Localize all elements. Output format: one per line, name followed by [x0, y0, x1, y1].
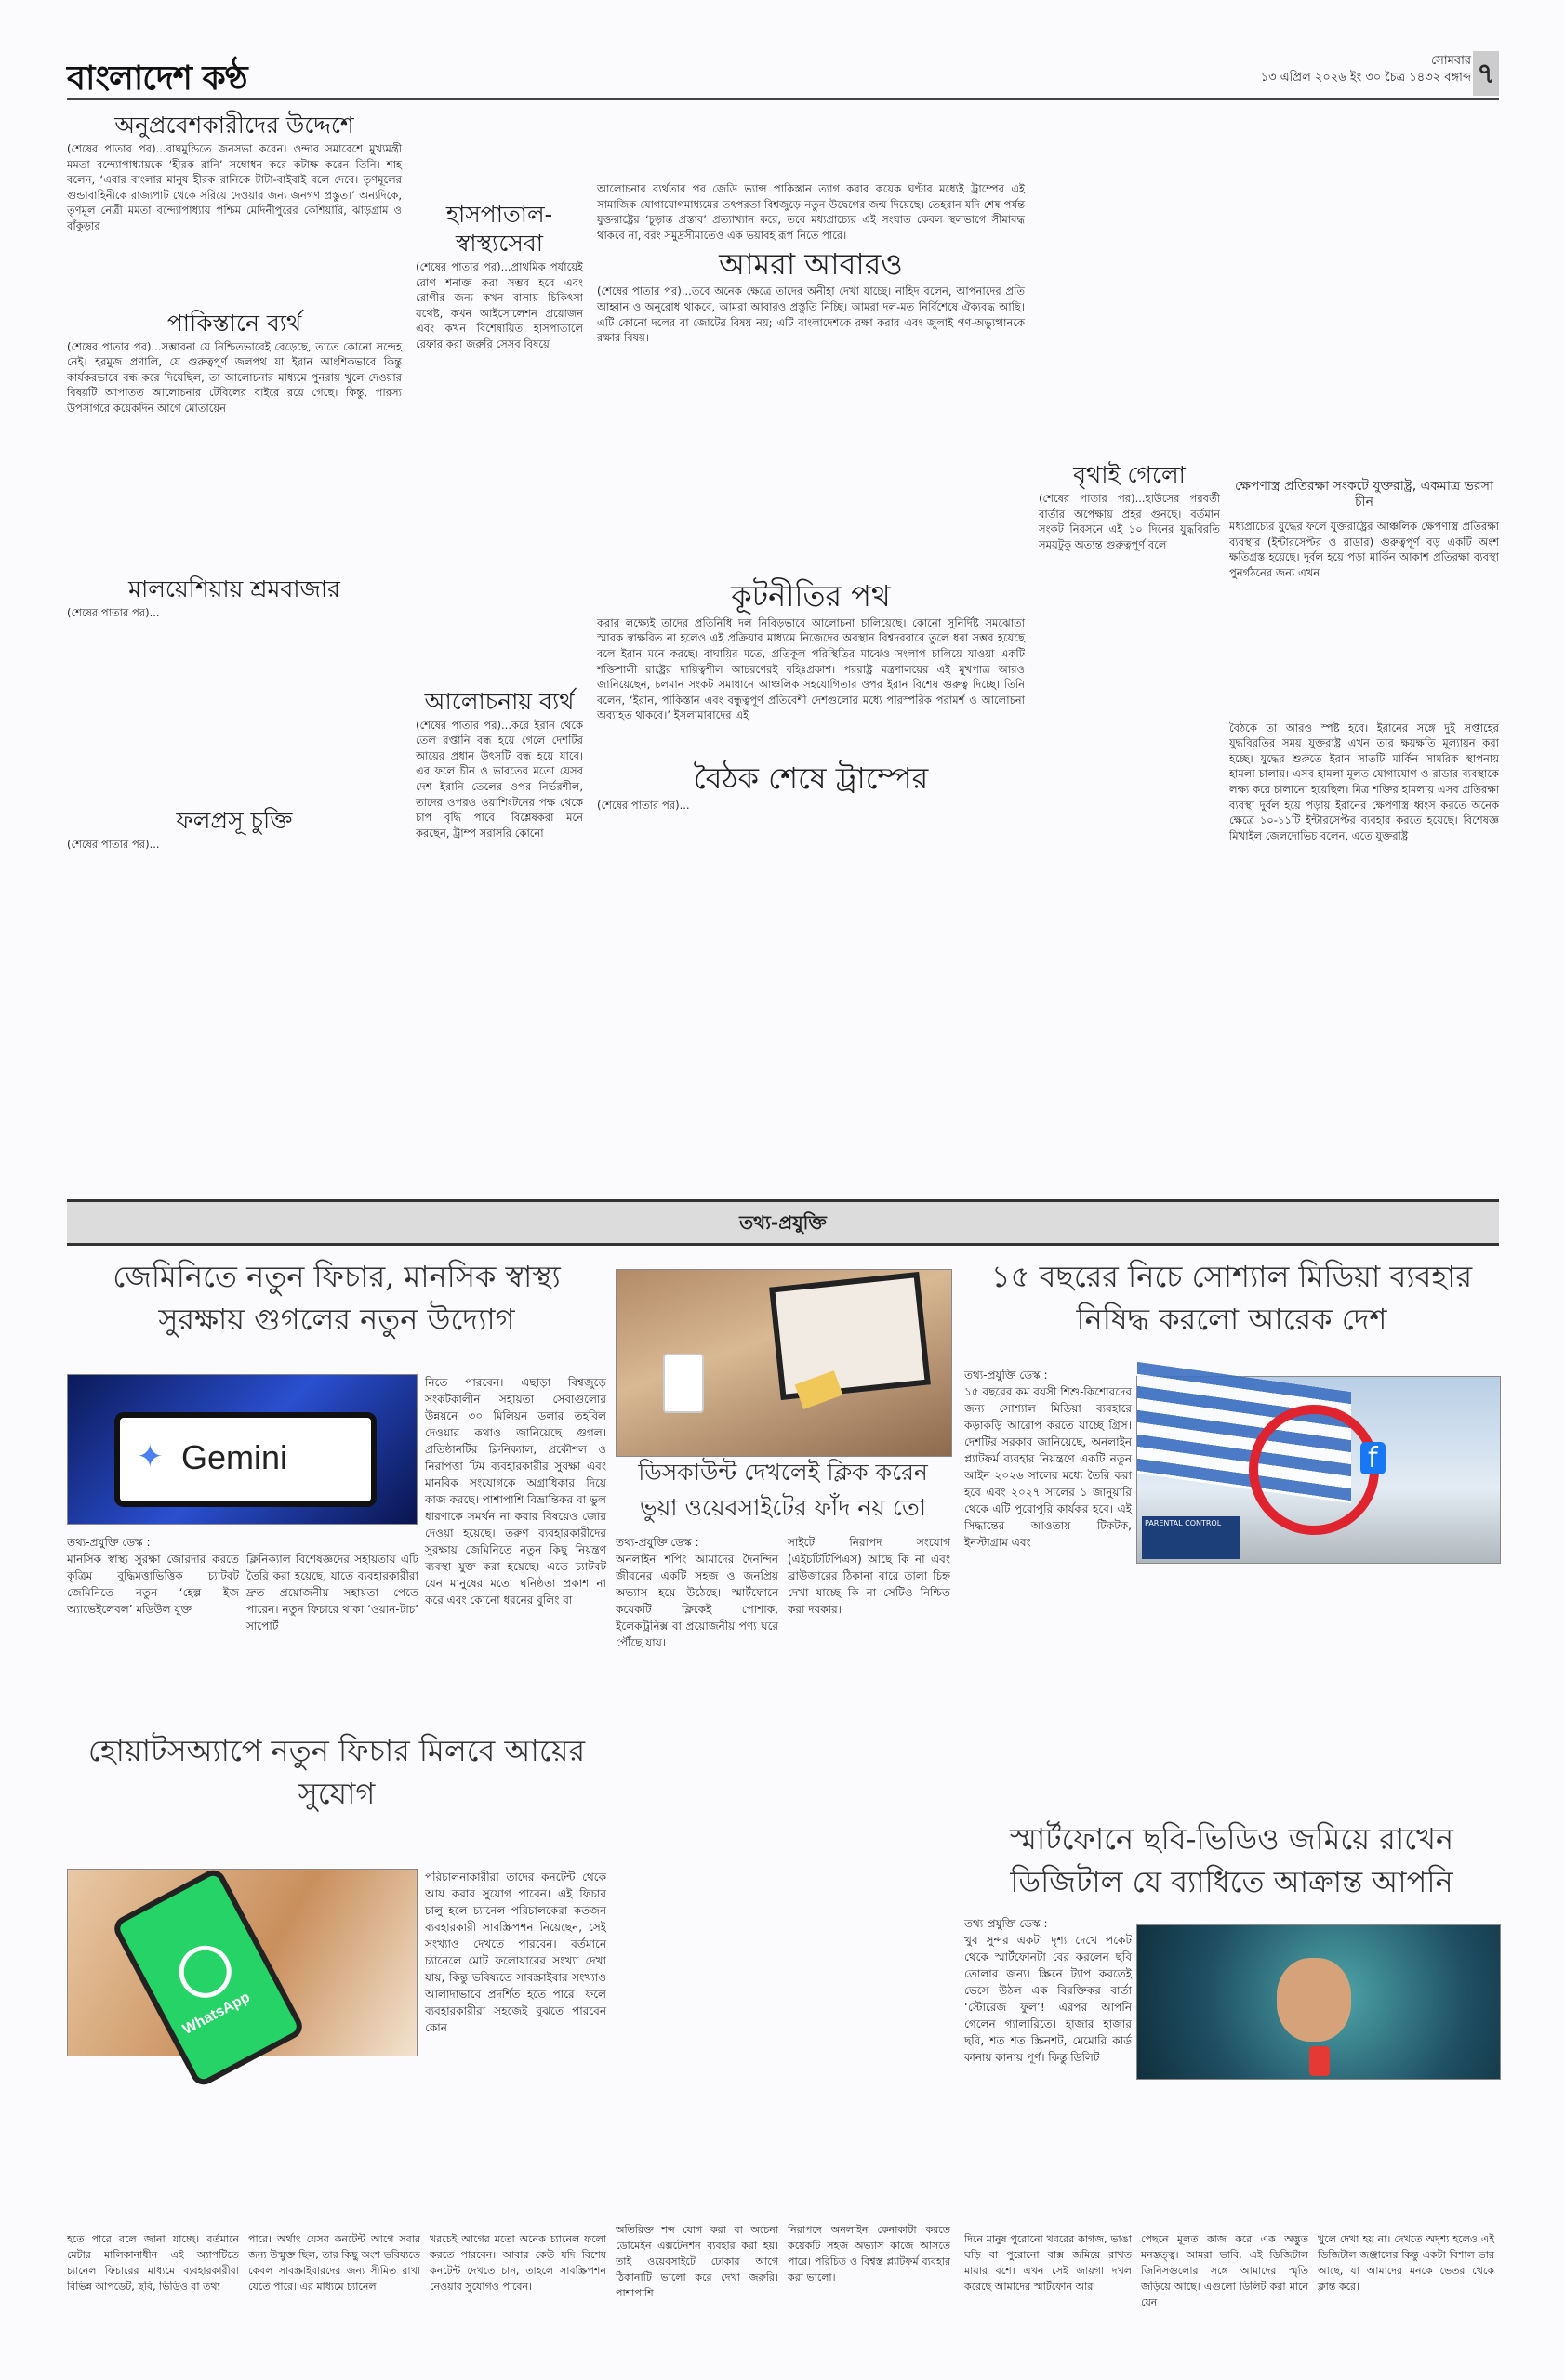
section-header-tech: তথ্য-প্রযুক্তি — [67, 1199, 1499, 1246]
article-body: নিতে পারবেন। এছাড়া বিশ্বজুড়ে সংকটকালীন সহায়তা সেবাগুলোর উন্নয়নে ৩০ মিলিয়ন ডলার তহবিল দেওয়ার কথাও জানিয়েছে গুগল। প্রতিষ্ঠানটির ক্লিনিক্যাল, প্রকৌশল ও নিরাপত্তা টিম ব্যবহারকারীর সুরক্ষা এবং মানবিক সংযোগকে অগ্রাধিকার দিয়ে কাজ করছে। পাশাপাশি বিভ্রান্তিকর বা ভুল ধারণাকে সমর্থন না করার বিষয়েও জোর দেওয়া হয়েছে। তরুণ ব্যবহারকারীদের সুরক্ষায় জেমিনিতে নতুন কিছু নিয়ন্ত্রণ ব্যবস্থা যুক্ত করা হয়েছে। এতে চ্যাটবট যেন মানুষের মতো ঘনিষ্ঠতা প্রকাশ না করে এবং কোনো ধরনের বুলিং বা — [425, 1376, 606, 1606]
storage-col1 — [964, 1915, 1132, 2148]
article-body: দিনে মানুষ পুরোনো খবরের কাগজ, ভাঙা ঘড়ি বা পুরোনো বাক্স জমিয়ে রাখত মায়ার বশে। এখন সেই জায়গা দখল করেছে আমাদের স্মার্টফোন আর — [964, 2233, 1132, 2293]
article-body: (শেষের পাতার পর)...বাঘমুন্ডিতে জনসভা করেন। ওন্দার সমাবেশে মুখ্যমন্ত্রী মমতা বন্দ্যোপাধ্যায়কে ‘হীরক রানি’ সম্বোধন করে কটাক্ষ করেন তিনি। শাহ বলেন, ‘এবার বাংলার মানুষ হীরক রানিকে টাটা-বাইবাই বলে দেবে। তৃণমূলের গুন্ডাবাহিনীকে রাজ্যপাট থেকে সরিয়ে দেওয়ার জন্য জনগণ প্রস্তুত।’ অন্যদিকে, তৃণমূল নেত্রী মমতা বন্দ্যোপাধ্যায় পশ্চিম মেদিনীপুরের কেশিয়ারি, ঝাড়গ্রাম ও বাঁকুড়ার — [67, 142, 402, 232]
discount-tail1 — [616, 2222, 778, 2324]
whatsapp-tail1 — [67, 2231, 239, 2334]
masthead — [67, 51, 1499, 100]
gemini-image — [67, 1374, 418, 1525]
article-body: মধ্যপ্রাচ্যের যুদ্ধের ফলে যুক্তরাষ্ট্রের আঞ্চলিক ক্ষেপণাস্ত্র প্রতিরক্ষা ব্যবস্থার (ইন্টারসেপ্টর ও রাডার) গুরুত্বপূর্ণ বড় একটি অংশ ক্ষতিগ্রস্ত হয়েছে। দুর্বল হয়ে পড়া মার্কিন আকাশ প্রতিরক্ষা ব্যবস্থা পুনর্গঠনের জন্য এখন — [1229, 520, 1499, 579]
article-body: (শেষের পাতার পর)... — [597, 798, 690, 812]
article-body: (শেষের পাতার পর)...প্রাথমিক পর্যায়েই রোগ শনাক্ত করা সম্ভব হবে এবং রোগীর জন্য কখন বাসায় চিকিৎসা যথেষ্ট, কখন আইসোলেশন প্রয়োজন এবং কখন বিশেষায়িত হাসপাতালে রেফার করা জরুরি সেসব বিষয়ে — [416, 260, 583, 350]
headline-social-ban[interactable]: ১৫ বছরের নিচে সোশ্যাল মিডিয়া ব্যবহার নিষিদ্ধ করলো আরেক দেশ — [990, 1259, 1473, 1337]
page-number: ৭ — [1473, 51, 1499, 96]
phone-screen — [110, 1866, 306, 2089]
discount-col2 — [788, 1534, 950, 2222]
headline-diplomacy-path: কূটনীতির পথ — [731, 577, 891, 614]
article-body: পেছনে মূলত কাজ করে এক অদ্ভুত মনস্তত্ত্ব। আমরা ভাবি, এই ডিজিটাল জিনিসগুলোর সঙ্গে আমাদের স্মৃতি জড়িয়ে আছে। এগুলো ডিলিট করা মানে যেন — [1141, 2233, 1308, 2308]
phone-shape — [663, 1354, 704, 1413]
whatsapp-col3 — [425, 1869, 606, 2082]
gemini-col1 — [67, 1534, 239, 1646]
discount-col1 — [616, 1534, 778, 2222]
column-4 — [1039, 107, 1220, 1190]
whatsapp-logo-text: WhatsApp — [179, 1989, 253, 2038]
article-body: মানসিক স্বাস্থ্য সুরক্ষা জোরদার করতে কৃত্রিম বুদ্ধিমত্তাভিত্তিক চ্যাটবট জেমিনিতে নতুন ‘হেল্প ইজ অ্যাভেইলেবল’ মডিউল যুক্ত — [67, 1553, 239, 1616]
weekday: সোমবার — [1430, 54, 1471, 68]
headline-talks-failed: আলোচনায় ব্যর্থ — [424, 687, 575, 715]
article-body: (শেষের পাতার পর)...হাউসের পরবর্তী বার্তার অপেক্ষায় প্রহর গুনছে। বর্তমান সংকট নিরসনে এই ১০ দিনের যুদ্ধবিরতি সময়টুকু অত্যন্ত গুরুত্বপূর্ণ বলে — [1039, 492, 1220, 551]
headline-discount-scam[interactable]: ডিসকাউন্ট দেখলেই ক্লিক করেন ভুয়া ওয়েবসাইটের ফাঁদ নয় তো — [638, 1459, 928, 1521]
prohibition-icon — [1249, 1405, 1379, 1535]
desk-byline: তথ্য-প্রযুক্তি ডেস্ক : — [964, 1917, 1048, 1930]
storage-tail3 — [1318, 2231, 1494, 2334]
article-body: খরচেই আগের মতো অনেক চ্যানেল ফলো করতে পারবেন। আবার কেউ যদি বিশেষ কনটেন্ট দেখতে চান, তাহলে সাবস্ক্রিপশন নেওয়ার সুযোগও পাবেন। — [430, 2233, 606, 2293]
desk-byline: তথ্য-প্রযুক্তি ডেস্ক : — [964, 1368, 1048, 1382]
discount-tail2 — [788, 2222, 950, 2324]
headline-fruitful-deal: ফলপ্রসূ চুক্তি — [176, 807, 293, 835]
facebook-icon: f — [1360, 1442, 1386, 1474]
article-body: (শেষের পাতার পর)... — [67, 605, 160, 619]
desk-byline: তথ্য-প্রযুক্তি ডেস্ক : — [67, 1536, 151, 1549]
headline-digital-hoarding[interactable]: স্মার্টফোনে ছবি-ভিডিও জমিয়ে রাখেন ডিজিটাল যে ব্যাধিতে আক্রান্ত আপনি — [1009, 1821, 1454, 1899]
column-3 — [597, 107, 1025, 1190]
headline-infiltrators: অনুপ্রবেশকারীদের উদ্দেশে — [114, 112, 354, 139]
article-body: বৈঠকে তা আরও স্পষ্ট হবে। ইরানের সঙ্গে দুই সপ্তাহের যুদ্ধবিরতির সময় যুক্তরাষ্ট্র এখন তার ক্ষয়ক্ষতি মূল্যায়ন করা হচ্ছে। যুদ্ধের শুরুতে ইরান সাতটি মার্কিন সামরিক স্থাপনায় হামলা চালায়। এসব হামলা মূলত যোগাযোগ ও রাডার ব্যবস্থাকে লক্ষ্য করে চালানো হয়েছিল। মিত্র শক্তির হামলায় এসব প্রতিরক্ষা ব্যবস্থা দুর্বল হয়ে পড়ায় ইরানের ক্ষেপণাস্ত্র ধ্বংস করতে অনেক ক্ষেত্রে ১০-১১টি ইন্টারসেপ্টর ব্যবহার করতে হয়েছে। বিশেষজ্ঞ মিখাইল জেলদোভিচ বলেন, এতে যুক্তরাষ্ট্র — [1229, 721, 1499, 842]
headline-gemini[interactable]: জেমিনিতে নতুন ফিচার, মানসিক স্বাস্থ্য সুরক্ষায় গুগলের নতুন উদ্যোগ — [113, 1259, 561, 1337]
social-col1 — [964, 1367, 1132, 1553]
article-body: খুব সুন্দর একটা দৃশ্য দেখে পকেট থেকে স্মার্টফোনটা বের করলেন ছবি তোলার জন্য। স্ক্রিনে ট্যাপ করতেই ভেসে উঠল এক বিরক্তিকর বার্তা ‘স্টোরেজ ফুল’! এরপর আপনি গেলেন গ্যালারিতে। হাজার হাজার ছবি, শত শত স্ক্রিনশট, মেমোরি কার্ড কানায় কানায় পূর্ণ। কিন্তু ডিলিট — [964, 1934, 1132, 2064]
whatsapp-tail3 — [430, 2231, 606, 2334]
article-body: অনলাইন শপিং আমাদের দৈনন্দিন জীবনের একটি সহজ ও জনপ্রিয় অভ্যাস হয়ে উঠেছে। স্মার্টফোনে কয়েকটি ক্লিকেই পোশাক, ইলেকট্রনিক্স বা প্রয়োজনীয় পণ্য ঘরে পৌঁছে যায়। — [616, 1553, 778, 1649]
headline-we-again: আমরা আবারও — [719, 246, 903, 283]
headline-in-vain: বৃথাই গেলো — [1073, 461, 1186, 488]
online-shopping-image — [616, 1269, 952, 1457]
column-1 — [67, 107, 402, 1190]
social-ban-image — [1136, 1376, 1501, 1564]
desk-byline: তথ্য-প্রযুক্তি ডেস্ক : — [616, 1536, 699, 1549]
article-body: আলোচনার ব্যর্থতার পর জেডি ভ্যান্স পাকিস্তান ত্যাগ করার কয়েক ঘণ্টার মধ্যেই ট্রাম্পের এই সামাজিক যোগাযোগমাধ্যমের তৎপরতা বিশ্বজুড়ে নতুন উদ্বেগের জন্ম দিয়েছে। তেহরান যদি শেষ পর্যন্ত যুক্তরাষ্ট্রের ‘চূড়ান্ত প্রস্তাব’ প্রত্যাখ্যান করে, তবে মধ্যপ্রাচ্যের এই সংঘাত কেবল স্থলভাগে সীমাবদ্ধ থাকবে না, বরং সমুদ্রসীমাতেও এক ভয়াবহ রূপ নিতে পারে। — [597, 182, 1025, 242]
article-body: অতিরিক্ত শব্দ যোগ করা বা অচেনা ডোমেইন এক্সটেনশন ব্যবহার করা হয়। তাই ওয়েবসাইটে ঢোকার আগে ঠিকানাটি ভালো করে দেখা জরুরি। পাশাপাশি — [616, 2224, 778, 2299]
whatsapp-tail2 — [248, 2231, 420, 2334]
storage-tail1 — [964, 2231, 1132, 2334]
phone-shape — [1309, 2046, 1330, 2076]
storage-tail2 — [1141, 2231, 1308, 2334]
article-body: নিরাপদে অনলাইন কেনাকাটা করতে কয়েকটি সহজ অভ্যাস কাজে আসতে পারে। পরিচিত ও বিশ্বস্ত প্ল্যাটফর্ম ব্যবহার করা ভালো। — [788, 2224, 950, 2283]
stressed-man-image — [1136, 1924, 1501, 2080]
newspaper-page — [67, 0, 1499, 2380]
gemini-col3 — [425, 1374, 606, 1606]
gemini-col2 — [246, 1551, 418, 1644]
issue-date: ১৩ এপ্রিল ২০২৬ ইং ৩০ চৈত্র ১৪৩২ বঙ্গাব্দ — [1260, 71, 1471, 85]
headline-after-meeting-trump: বৈঠক শেষে ট্রাম্পের — [693, 760, 929, 796]
article-body: ১৫ বছরের কম বয়সী শিশু-কিশোরদের জন্য সোশ্যাল মিডিয়া ব্যবহারে কড়াকড়ি আরোপ করতে যাচ্ছে গ্রিস। দেশটির সরকার জানিয়েছে, অনলাইন প্ল্যাটফর্ম ব্যবহার নিয়ন্ত্রণে একটি নতুন আইন ২০২৬ সালের মধ্যে তৈরি করা হবে এবং ২০২৭ সালের ১ জানুয়ারি থেকে এটি পুরোপুরি কার্যকর হবে। এই সিদ্ধান্তের আওতায় টিকটক, ইনস্টাগ্রাম এবং — [964, 1385, 1132, 1549]
column-2 — [416, 107, 583, 1190]
gemini-logo-text: Gemini — [181, 1438, 288, 1476]
article-body: (শেষের পাতার পর)...তবে অনেক ক্ষেত্রে তাদের অনীহা দেখা যাচ্ছে। নাহিদ বলেন, আপনাদের প্রতি আহ্বান ও অনুরোধ থাকবে, আমরা আবারও প্রস্তুতি নিচ্ছি। আমরা দল-মত নির্বিশেষে ঐক্যবদ্ধ আছি। এটি কোনো দলের বা জোটের বিষয় নয়; এটি বাংলাদেশকে রক্ষা করার এবং জুলাই গণ-অভ্যুত্থানকে রক্ষার বিষয়। — [597, 284, 1025, 345]
headline-missile-defense: ক্ষেপণাস্ত্র প্রতিরক্ষা সংকটে যুক্তরাষ্ট্র, একমাত্র ভরসা চীন — [1234, 479, 1494, 509]
headline-pakistan-failed: পাকিস্তানে ব্যর্থ — [166, 309, 302, 337]
newspaper-logo[interactable]: বাংলাদেশ কণ্ঠ — [67, 59, 247, 98]
article-body: খুলে দেখা হয় না। দেখতে অদৃশ্য হলেও এই ডিজিটাল জঞ্জালের কিন্তু একটা বিশাল ভার আছে, যা আমাদের মনকে ভেতর থেকে ক্লান্ত করে। — [1318, 2233, 1494, 2293]
article-body: ক্লিনিক্যাল বিশেষজ্ঞদের সহায়তায় এটি তৈরি করা হয়েছে, যাতে ব্যবহারকারীরা দ্রুত প্রয়োজনীয় সহায়তা পেতে পারেন। নতুন ফিচারে থাকা ‘ওয়ান-টাচ’ সাপোর্ট — [246, 1553, 418, 1633]
article-body: (শেষের পাতার পর)...করে ইরান থেকে তেল রপ্তানি বন্ধ হয়ে গেলে দেশটির আয়ের প্রধান উৎসটি বন্ধ হয়ে যাবে। এর ফলে চীন ও ভারতের মতো যেসব দেশ ইরানি তেলের ওপর নির্ভরশীল, তাদের ওপরও ওয়াশিংটনের পক্ষ থেকে চাপ বৃদ্ধি পাবে। বিশ্লেষকরা মনে করছেন, ট্রাম্প সরাসরি কোনো — [416, 718, 583, 840]
headline-whatsapp[interactable]: হোয়াটসঅ্যাপে নতুন ফিচার মিলবে আয়ের সুযোগ — [87, 1733, 586, 1811]
article-body: (শেষের পাতার পর)...সম্ভাবনা যে নিশ্চিতভাবেই বেড়েছে, তাতে কোনো সন্দেহ নেই। হরমুজ প্রণালি, যে গুরুত্বপূর্ণ জলপথ যা ইরান আংশিকভাবে কিন্তু কার্যকরভাবে বন্ধ করে দিয়েছিল, তা আলোচনার মাধ্যমে পুনরায় খুলে দেওয়ার বিষয়টি আপাতত আলোচনার টেবিলের বাইরে রয়ে গেছে। কিন্তু, পারস্য উপসাগরে কয়েকদিন আগে মোতায়েন — [67, 339, 402, 415]
man-head-shape — [1277, 1958, 1351, 2042]
whatsapp-image — [67, 1869, 418, 2056]
article-body: পারে। অর্থাৎ যেসব কনটেন্ট আগে সবার জন্য উন্মুক্ত ছিল, তার কিছু অংশ ভবিষ্যতে কেবল সাবস্ক্রাইবারদের জন্য সীমিত রাখা যেতে পারে। এর মাধ্যমে চ্যানেল — [248, 2233, 420, 2293]
laptop-screen — [769, 1272, 931, 1400]
headline-malaysia-labour: মালয়েশিয়ায় শ্রমবাজার — [128, 575, 340, 602]
article-body: (শেষের পাতার পর)... — [67, 838, 160, 852]
date-block — [1261, 53, 1471, 86]
article-body: সাইটে নিরাপদ সংযোগ (এইচটিটিপিএস) আছে কি না এবং ব্রাউজারের ঠিকানা বারে তালা চিহ্ন দেখা যাচ্ছে কি না সেটিও নিশ্চিত করা দরকার। — [788, 1536, 950, 1616]
headline-hospital-health: হাসপাতাল-স্বাস্থ্যসেবা — [445, 201, 553, 257]
column-5 — [1229, 107, 1499, 1190]
parental-control-label: PARENTAL CONTROL — [1142, 1516, 1240, 1559]
gemini-star-icon: ✦ — [137, 1438, 164, 1475]
article-body: পরিচালনাকারীরা তাদের কনটেন্ট থেকে আয় করার সুযোগ পাবেন। এই ফিচার চালু হলে চ্যানেল পরিচালকেরা কতজন ব্যবহারকারী সাবস্ক্রিপশন নিয়েছেন, সেই সংখ্যাও দেখতে পারবেন। বর্তমানে চ্যানেলে মোট ফলোয়ারের সংখ্যা দেখা যায়, কিন্তু ভবিষ্যতে সাবস্ক্রাইবার সংখ্যাও আলাদাভাবে প্রদর্শিত হতে পারে। ফলে ব্যবহারকারীরা সহজেই বুঝতে পারবেন কোন — [425, 1871, 606, 2034]
article-body: করার লক্ষ্যেই তাদের প্রতিনিধি দল নিবিড়ভাবে আলোচনা চালিয়েছে। কোনো সুনির্দিষ্ট সমঝোতা স্মারক স্বাক্ষরিত না হলেও এই প্রক্রিয়ার মাধ্যমে নিজেদের অবস্থান বিশ্বদরবারে তুলে ধরা সম্ভব হয়েছে বলে ইরান মনে করছে। বাঘায়ির মতে, প্রতিকূল পরিস্থিতির মাঝেও সংলাপ চালিয়ে যাওয়া একটি শক্তিশালী রাষ্ট্রের দায়িত্বশীল আচরণেরই বহিঃপ্রকাশ। পররাষ্ট্র মন্ত্রণালয়ের এই মুখপাত্র আরও জানিয়েছেন, চলমান সংকট সমাধানে আঞ্চলিক সহযোগিতার ওপর ইরান বিশেষ গুরুত্ব দিচ্ছে। তিনি বলেন, ‘ইরান, পাকিস্তান এবং বন্ধুত্বপূর্ণ প্রতিবেশী দেশগুলোর মধ্যে পারস্পরিক পরামর্শ ও আলোচনা অব্যাহত থাকবে।’ ইসলামাবাদের এই — [597, 615, 1025, 722]
article-body: হতে পারে বলে জানা যাচ্ছে। বর্তমানে মেটার মালিকানাধীন এই অ্যাপটিতে চ্যানেল ফিচারের মাধ্যমে ব্যবহারকারীরা বিভিন্ন আপডেট, ছবি, ভিডিও বা তথ্য — [67, 2233, 239, 2293]
phone-screen — [114, 1412, 377, 1507]
